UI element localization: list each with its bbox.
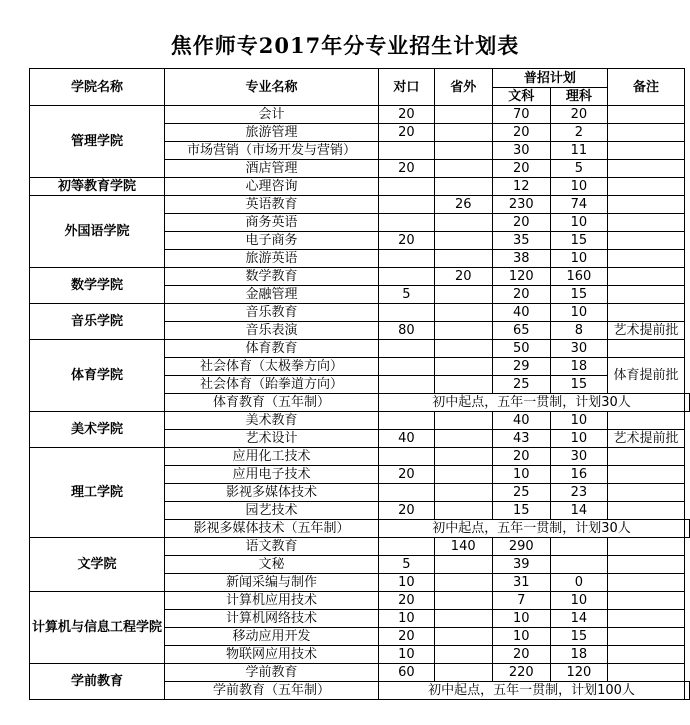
major-cell: 会计 xyxy=(165,106,379,124)
like-cell: 18 xyxy=(550,358,607,376)
shengwai-cell xyxy=(434,610,492,628)
duikou-cell xyxy=(379,358,435,376)
like-cell: 10 xyxy=(550,214,607,232)
table-row xyxy=(30,178,690,196)
table-row xyxy=(30,304,690,322)
note-cell xyxy=(607,214,684,232)
wenke-cell: 29 xyxy=(492,358,550,376)
note-cell xyxy=(607,178,684,196)
college-cell: 体育学院 xyxy=(30,340,165,412)
college-cell: 学前教育 xyxy=(30,664,165,700)
major-cell: 语文教育 xyxy=(165,538,379,556)
major-cell: 社会体育（跆拳道方向） xyxy=(165,376,379,394)
wenke-cell: 39 xyxy=(492,556,550,574)
duikou-cell xyxy=(379,304,435,322)
shengwai-cell xyxy=(434,106,492,124)
shengwai-cell xyxy=(434,160,492,178)
shengwai-cell xyxy=(434,412,492,430)
major-cell: 旅游英语 xyxy=(165,250,379,268)
shengwai-cell xyxy=(434,376,492,394)
duikou-cell: 80 xyxy=(379,322,435,340)
major-cell: 市场营销（市场开发与营销） xyxy=(165,142,379,160)
shengwai-cell xyxy=(434,430,492,448)
note-cell xyxy=(607,286,684,304)
merged-plan-cell: 初中起点，五年一贯制，计划100人 xyxy=(379,682,685,700)
note-cell xyxy=(607,304,684,322)
wenke-cell: 30 xyxy=(492,142,550,160)
shengwai-cell xyxy=(434,124,492,142)
college-cell: 文学院 xyxy=(30,538,165,592)
note-cell xyxy=(607,412,684,430)
major-cell: 美术教育 xyxy=(165,412,379,430)
note-cell xyxy=(607,484,684,502)
shengwai-cell xyxy=(434,556,492,574)
like-cell: 20 xyxy=(550,106,607,124)
shengwai-cell xyxy=(434,448,492,466)
college-cell: 管理学院 xyxy=(30,106,165,178)
header-puzhao: 普招计划 xyxy=(492,69,607,88)
major-cell: 心理咨询 xyxy=(165,178,379,196)
like-cell: 2 xyxy=(550,124,607,142)
college-cell: 理工学院 xyxy=(30,448,165,538)
merged-plan-cell: 初中起点，五年一贯制，计划30人 xyxy=(379,394,685,412)
shengwai-cell xyxy=(434,646,492,664)
shengwai-cell xyxy=(434,358,492,376)
wenke-cell: 10 xyxy=(492,610,550,628)
note-cell xyxy=(607,106,684,124)
major-cell: 学前教育（五年制） xyxy=(165,682,379,700)
duikou-cell: 20 xyxy=(379,466,435,484)
duikou-cell xyxy=(379,538,435,556)
like-cell: 14 xyxy=(550,610,607,628)
wenke-cell: 31 xyxy=(492,574,550,592)
header-shengwai: 省外 xyxy=(434,69,492,106)
like-cell: 30 xyxy=(550,340,607,358)
duikou-cell xyxy=(379,448,435,466)
duikou-cell: 20 xyxy=(379,232,435,250)
duikou-cell: 5 xyxy=(379,556,435,574)
note-cell xyxy=(607,610,684,628)
major-cell: 酒店管理 xyxy=(165,160,379,178)
major-cell: 音乐教育 xyxy=(165,304,379,322)
note-cell xyxy=(607,448,684,466)
college-cell: 外国语学院 xyxy=(30,196,165,268)
shengwai-cell xyxy=(434,574,492,592)
duikou-cell xyxy=(379,412,435,430)
like-cell: 74 xyxy=(550,196,607,214)
shengwai-cell xyxy=(434,502,492,520)
wenke-cell: 20 xyxy=(492,646,550,664)
like-cell: 10 xyxy=(550,430,607,448)
major-cell: 商务英语 xyxy=(165,214,379,232)
major-cell: 影视多媒体技术（五年制） xyxy=(165,520,379,538)
note-cell xyxy=(607,196,684,214)
wenke-cell: 120 xyxy=(492,268,550,286)
note-cell: 艺术提前批 xyxy=(607,430,684,448)
note-cell xyxy=(607,142,684,160)
duikou-cell: 5 xyxy=(379,286,435,304)
like-cell xyxy=(550,538,607,556)
note-cell xyxy=(685,520,690,538)
like-cell: 15 xyxy=(550,232,607,250)
wenke-cell: 43 xyxy=(492,430,550,448)
shengwai-cell xyxy=(434,214,492,232)
duikou-cell: 60 xyxy=(379,664,435,682)
shengwai-cell xyxy=(434,304,492,322)
like-cell: 10 xyxy=(550,250,607,268)
duikou-cell: 20 xyxy=(379,124,435,142)
shengwai-cell: 20 xyxy=(434,268,492,286)
major-cell: 应用化工技术 xyxy=(165,448,379,466)
major-cell: 体育教育（五年制） xyxy=(165,394,379,412)
duikou-cell: 20 xyxy=(379,160,435,178)
wenke-cell: 10 xyxy=(492,466,550,484)
note-cell: 艺术提前批 xyxy=(607,322,684,340)
table-row xyxy=(30,592,690,610)
major-cell: 艺术设计 xyxy=(165,430,379,448)
duikou-cell: 10 xyxy=(379,574,435,592)
wenke-cell: 12 xyxy=(492,178,550,196)
header-duikou: 对口 xyxy=(379,69,435,106)
major-cell: 学前教育 xyxy=(165,664,379,682)
like-cell: 16 xyxy=(550,466,607,484)
merged-plan-cell: 初中起点，五年一贯制，计划30人 xyxy=(379,520,685,538)
table-row xyxy=(30,538,690,556)
note-cell xyxy=(607,538,684,556)
duikou-cell: 10 xyxy=(379,610,435,628)
shengwai-cell xyxy=(434,178,492,196)
note-cell xyxy=(607,250,684,268)
college-cell: 数学学院 xyxy=(30,268,165,304)
major-cell: 园艺技术 xyxy=(165,502,379,520)
major-cell: 文秘 xyxy=(165,556,379,574)
major-cell: 计算机应用技术 xyxy=(165,592,379,610)
duikou-cell: 40 xyxy=(379,430,435,448)
note-cell xyxy=(685,682,690,700)
note-cell xyxy=(607,502,684,520)
major-cell: 数学教育 xyxy=(165,268,379,286)
note-cell xyxy=(607,466,684,484)
table-row xyxy=(30,340,690,358)
wenke-cell: 20 xyxy=(492,214,550,232)
wenke-cell: 25 xyxy=(492,484,550,502)
major-cell: 音乐表演 xyxy=(165,322,379,340)
like-cell: 160 xyxy=(550,268,607,286)
note-cell xyxy=(607,574,684,592)
like-cell: 15 xyxy=(550,628,607,646)
like-cell: 5 xyxy=(550,160,607,178)
major-cell: 新闻采编与制作 xyxy=(165,574,379,592)
duikou-cell xyxy=(379,196,435,214)
header-major: 专业名称 xyxy=(165,69,379,106)
note-cell: 体育提前批 xyxy=(607,358,684,394)
college-cell: 计算机与信息工程学院 xyxy=(30,592,165,664)
table-row xyxy=(30,106,690,124)
major-cell: 英语教育 xyxy=(165,196,379,214)
header-beizhu: 备注 xyxy=(607,69,684,106)
wenke-cell: 20 xyxy=(492,286,550,304)
like-cell: 0 xyxy=(550,574,607,592)
college-cell: 音乐学院 xyxy=(30,304,165,340)
shengwai-cell xyxy=(434,484,492,502)
shengwai-cell xyxy=(434,664,492,682)
shengwai-cell xyxy=(434,466,492,484)
like-cell: 14 xyxy=(550,502,607,520)
table-row xyxy=(30,448,690,466)
wenke-cell: 50 xyxy=(492,340,550,358)
wenke-cell: 20 xyxy=(492,124,550,142)
wenke-cell: 40 xyxy=(492,412,550,430)
note-cell xyxy=(607,646,684,664)
shengwai-cell xyxy=(434,286,492,304)
duikou-cell: 20 xyxy=(379,106,435,124)
duikou-cell xyxy=(379,214,435,232)
major-cell: 计算机网络技术 xyxy=(165,610,379,628)
wenke-cell: 25 xyxy=(492,376,550,394)
wenke-cell: 20 xyxy=(492,160,550,178)
like-cell: 10 xyxy=(550,304,607,322)
header-wenke: 文科 xyxy=(492,88,550,106)
major-cell: 电子商务 xyxy=(165,232,379,250)
wenke-cell: 65 xyxy=(492,322,550,340)
like-cell: 15 xyxy=(550,376,607,394)
shengwai-cell xyxy=(434,250,492,268)
enrollment-plan-table xyxy=(29,68,690,700)
like-cell: 11 xyxy=(550,142,607,160)
table-row xyxy=(30,196,690,214)
wenke-cell: 38 xyxy=(492,250,550,268)
table-row xyxy=(30,664,690,682)
like-cell: 30 xyxy=(550,448,607,466)
major-cell: 金融管理 xyxy=(165,286,379,304)
wenke-cell: 20 xyxy=(492,448,550,466)
duikou-cell xyxy=(379,142,435,160)
header-row xyxy=(30,69,690,88)
note-cell xyxy=(685,394,690,412)
like-cell: 10 xyxy=(550,592,607,610)
shengwai-cell xyxy=(434,322,492,340)
note-cell xyxy=(607,160,684,178)
duikou-cell: 20 xyxy=(379,592,435,610)
note-cell xyxy=(607,340,684,358)
major-cell: 影视多媒体技术 xyxy=(165,484,379,502)
like-cell: 15 xyxy=(550,286,607,304)
like-cell: 10 xyxy=(550,178,607,196)
like-cell: 10 xyxy=(550,412,607,430)
header-like: 理科 xyxy=(550,88,607,106)
note-cell xyxy=(607,124,684,142)
duikou-cell xyxy=(379,268,435,286)
wenke-cell: 70 xyxy=(492,106,550,124)
duikou-cell: 20 xyxy=(379,502,435,520)
like-cell: 120 xyxy=(550,664,607,682)
duikou-cell xyxy=(379,484,435,502)
college-cell: 美术学院 xyxy=(30,412,165,448)
duikou-cell: 10 xyxy=(379,646,435,664)
major-cell: 移动应用开发 xyxy=(165,628,379,646)
shengwai-cell: 26 xyxy=(434,196,492,214)
shengwai-cell xyxy=(434,142,492,160)
wenke-cell: 220 xyxy=(492,664,550,682)
college-cell: 初等教育学院 xyxy=(30,178,165,196)
duikou-cell xyxy=(379,376,435,394)
wenke-cell: 7 xyxy=(492,592,550,610)
major-cell: 社会体育（太极拳方向） xyxy=(165,358,379,376)
table-row xyxy=(30,268,690,286)
wenke-cell: 15 xyxy=(492,502,550,520)
shengwai-cell xyxy=(434,232,492,250)
note-cell xyxy=(607,592,684,610)
duikou-cell: 20 xyxy=(379,628,435,646)
note-cell xyxy=(607,556,684,574)
duikou-cell xyxy=(379,250,435,268)
shengwai-cell xyxy=(434,340,492,358)
note-cell xyxy=(607,664,684,682)
like-cell: 18 xyxy=(550,646,607,664)
shengwai-cell xyxy=(434,628,492,646)
shengwai-cell: 140 xyxy=(434,538,492,556)
page-title: 焦作师专2017年分专业招生计划表 xyxy=(170,33,520,58)
like-cell: 8 xyxy=(550,322,607,340)
note-cell xyxy=(607,232,684,250)
major-cell: 应用电子技术 xyxy=(165,466,379,484)
header-college: 学院名称 xyxy=(30,69,165,106)
shengwai-cell xyxy=(434,592,492,610)
major-cell: 体育教育 xyxy=(165,340,379,358)
note-cell xyxy=(607,628,684,646)
note-cell xyxy=(607,268,684,286)
major-cell: 旅游管理 xyxy=(165,124,379,142)
wenke-cell: 290 xyxy=(492,538,550,556)
duikou-cell xyxy=(379,340,435,358)
table-row xyxy=(30,412,690,430)
wenke-cell: 40 xyxy=(492,304,550,322)
wenke-cell: 230 xyxy=(492,196,550,214)
duikou-cell xyxy=(379,178,435,196)
wenke-cell: 10 xyxy=(492,628,550,646)
wenke-cell: 35 xyxy=(492,232,550,250)
like-cell xyxy=(550,556,607,574)
like-cell: 23 xyxy=(550,484,607,502)
major-cell: 物联网应用技术 xyxy=(165,646,379,664)
